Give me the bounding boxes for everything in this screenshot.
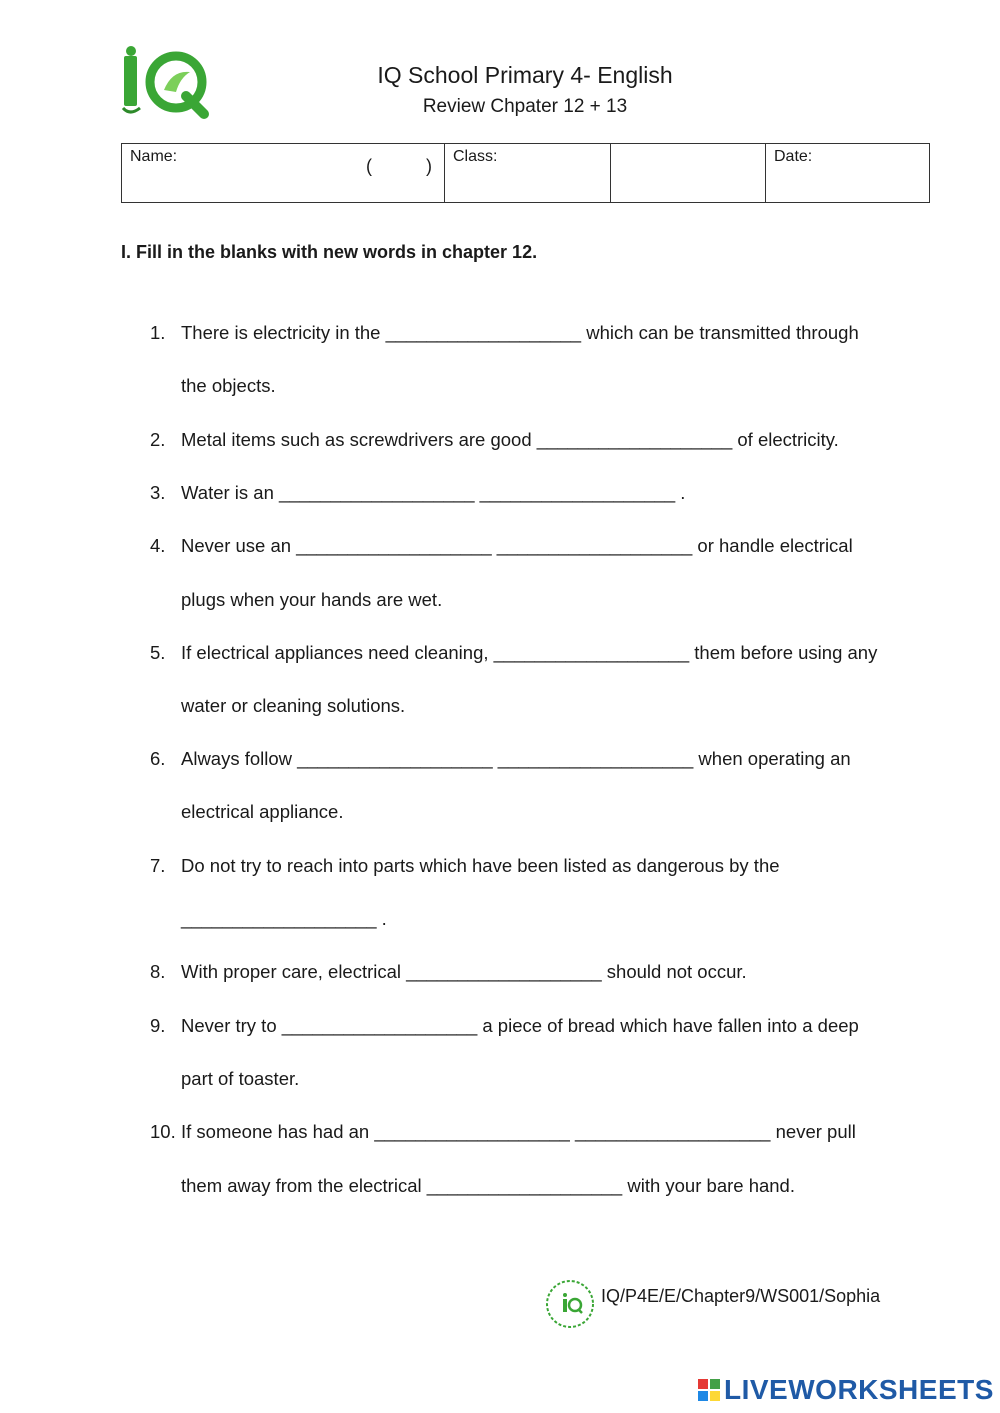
date-label: Date: xyxy=(774,148,813,165)
worksheet-subtitle: Review Chpater 12 + 13 xyxy=(422,96,628,117)
question-number: 8. xyxy=(150,961,166,982)
question-text: water or cleaning solutions. xyxy=(181,695,406,716)
question-text[interactable]: Water is an ___________________ ___________________ . xyxy=(181,482,686,503)
question-text: plugs when your hands are wet. xyxy=(181,589,443,610)
class-label: Class: xyxy=(453,148,498,165)
liveworksheets-watermark xyxy=(698,1374,994,1406)
question-number: 6. xyxy=(150,748,166,769)
date-cell[interactable] xyxy=(766,144,930,203)
question-number: 1. xyxy=(150,322,166,343)
question-text[interactable]: Never try to ___________________ a piece of bread which have fallen into a deep xyxy=(181,1015,859,1036)
class-label-cell xyxy=(445,144,611,203)
question-number: 9. xyxy=(150,1015,166,1036)
class-value-cell[interactable] xyxy=(611,144,766,203)
document-code: IQ/P4E/E/Chapter9/WS001/Sophia xyxy=(601,1286,881,1306)
student-info-table xyxy=(121,143,930,203)
question-text[interactable]: Always follow ___________________ ___________________ when operating an xyxy=(181,748,851,769)
question-text[interactable]: If someone has had an ___________________ ___________________ never pull xyxy=(181,1121,856,1142)
question-text: Do not try to reach into parts which have been listed as dangerous by the xyxy=(181,855,780,876)
approval-stamp-icon xyxy=(544,1278,596,1330)
number-paren-open: ( xyxy=(366,156,372,176)
liveworksheets-wordmark: LIVEWORKSHEETS xyxy=(724,1374,994,1405)
question-number: 7. xyxy=(150,855,166,876)
worksheet-title: IQ School Primary 4- English xyxy=(377,62,673,88)
question-text[interactable]: Metal items such as screwdrivers are good ___________________ of electricity. xyxy=(181,429,839,450)
question-text: electrical appliance. xyxy=(181,801,344,822)
question-number: 4. xyxy=(150,535,166,556)
question-number: 5. xyxy=(150,642,166,663)
name-cell[interactable] xyxy=(122,144,445,203)
question-text[interactable]: Never use an ___________________ ___________________ or handle electrical xyxy=(181,535,853,556)
question-text[interactable]: There is electricity in the ___________________ which can be transmitted through xyxy=(181,322,859,343)
name-label: Name: xyxy=(130,148,178,165)
question-text: part of toaster. xyxy=(181,1068,300,1089)
number-paren-close: ) xyxy=(426,156,432,176)
question-text[interactable]: ___________________ . xyxy=(181,908,387,929)
question-text[interactable]: them away from the electrical ___________________ with your bare hand. xyxy=(181,1175,795,1196)
question-number: 2. xyxy=(150,429,166,450)
liveworksheets-logo-icon xyxy=(698,1379,720,1401)
section-heading: I. Fill in the blanks with new words in chapter 12. xyxy=(121,242,538,262)
question-number: 3. xyxy=(150,482,166,503)
question-text[interactable]: With proper care, electrical ___________________ should not occur. xyxy=(181,961,747,982)
question-number: 10. xyxy=(150,1121,176,1142)
iq-school-logo xyxy=(120,44,210,120)
question-text: the objects. xyxy=(181,375,276,396)
question-text[interactable]: If electrical appliances need cleaning, ___________________ them before using any xyxy=(181,642,878,663)
